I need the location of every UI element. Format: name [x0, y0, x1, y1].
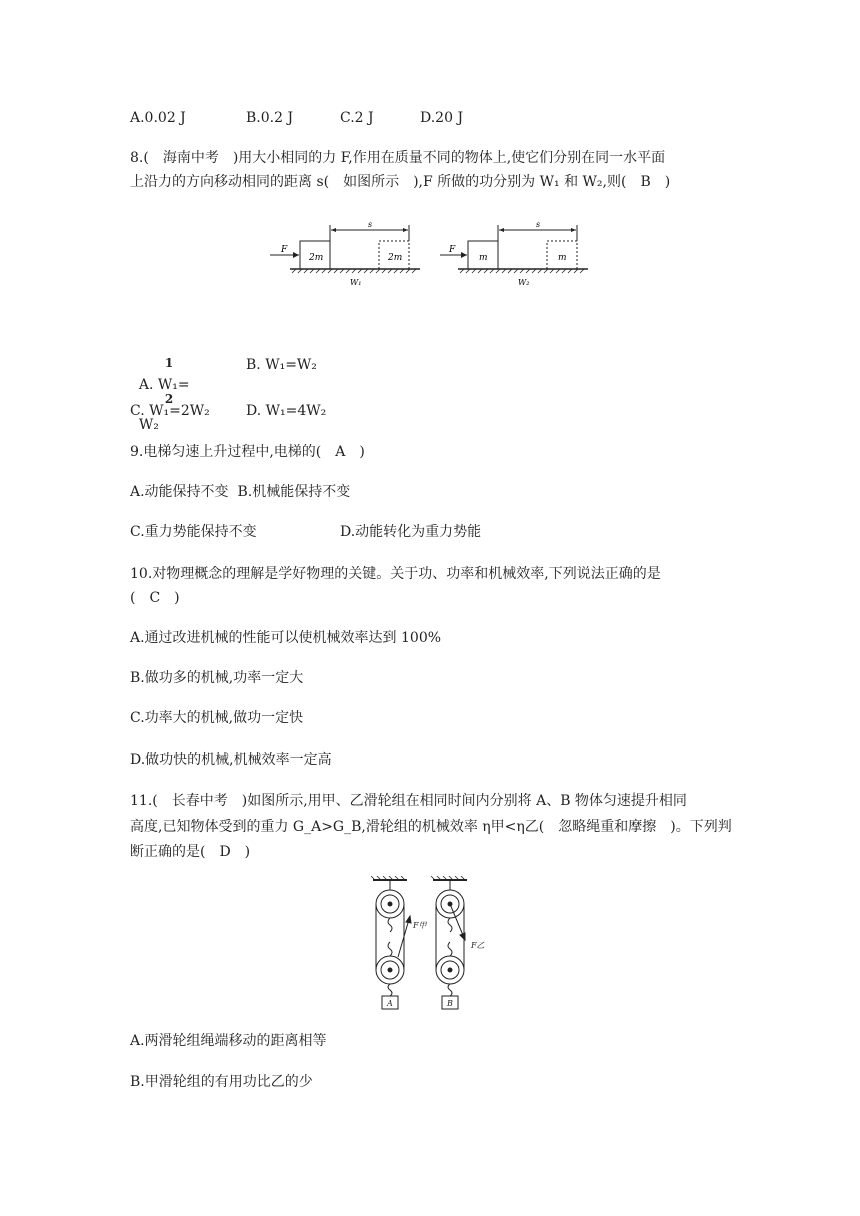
q8-left-diagram [270, 220, 420, 287]
q9-options-ab: A.动能保持不变 B.机械能保持不变 [130, 484, 351, 500]
q8-right-work-label: W₂ [518, 278, 530, 287]
q11-block-b-label: B [447, 999, 453, 1008]
q8-right-mass-label: m [479, 253, 488, 263]
q11-option-b: B.甲滑轮组的有用功比乙的少 [130, 1074, 313, 1090]
q8-right-distance-label: s [536, 220, 541, 229]
q8-option-d: D. W₁=4W₂ [246, 403, 327, 419]
q8-option-a-fraction-num: 1 [164, 356, 174, 370]
q7-option-a: A.0.02 J [130, 110, 186, 126]
q10-stem-line1: 10.对物理概念的理解是学好物理的关键。关于功、功率和机械效率,下列说法正确的是 [130, 566, 661, 582]
q11-stem-line2: 高度,已知物体受到的重力 G_A>G_B,滑轮组的机械效率 η甲<η乙( 忽略绳重和摩擦 )。下列判 [130, 819, 732, 835]
q8-option-a-lead: A. W₁= [138, 377, 190, 393]
q8-right-mass-moved-label: m [558, 253, 567, 263]
q7-option-d: D.20 J [420, 110, 464, 126]
q7-option-b: B.0.2 J [246, 110, 294, 126]
q8-figure [265, 215, 595, 290]
q8-option-c: C. W₁=2W₂ [130, 403, 210, 419]
q11-right-pulley-system [431, 876, 467, 1009]
q8-left-mass-label: 2m [309, 253, 324, 263]
q8-right-diagram [440, 220, 588, 287]
q8-left-mass-moved-label: 2m [388, 253, 403, 263]
q11-figure [365, 876, 505, 1011]
q10-stem-line2: ( C ) [130, 590, 180, 606]
q8-option-a-tail: W₂ [138, 417, 159, 433]
q9-stem: 9.电梯匀速上升过程中,电梯的( A ) [130, 444, 365, 460]
q8-left-work-label: W₁ [350, 278, 362, 287]
q11-left-pulley-system [371, 876, 411, 1009]
q9-option-c: C.重力势能保持不变 [130, 524, 257, 540]
q10-option-a: A.通过改进机械的性能可以使机械效率达到 100% [130, 630, 442, 646]
q11-stem-line1: 11.( 长春中考 )如图所示,用甲、乙滑轮组在相同时间内分别将 A、B 物体匀速提升相同 [130, 793, 687, 809]
q8-option-a [130, 355, 190, 435]
q9-option-d: D.动能转化为重力势能 [340, 524, 482, 540]
q11-option-a: A.两滑轮组绳端移动的距离相等 [130, 1033, 327, 1049]
q11-stem-line3: 断正确的是( D ) [130, 844, 251, 860]
q11-right-force-label: F乙 [471, 941, 485, 950]
q11-block-a-label: A [387, 999, 393, 1008]
q8-option-b: B. W₁=W₂ [246, 357, 317, 373]
q10-option-c: C.功率大的机械,做功一定快 [130, 710, 304, 726]
q7-option-c: C.2 J [340, 110, 374, 126]
q8-right-force-label: F [449, 245, 456, 255]
q8-left-force-label: F [281, 245, 288, 255]
q8-stem-line1: 8.( 海南中考 )用大小相同的力 F,作用在质量不同的物体上,使它们分别在同一水平面 [130, 150, 666, 166]
q11-left-force-label: F甲 [413, 921, 427, 930]
q8-left-distance-label: s [368, 220, 373, 229]
q10-option-d: D.做功快的机械,机械效率一定高 [130, 752, 332, 768]
q8-stem-line2: 上沿力的方向移动相同的距离 s( 如图所示 ),F 所做的功分别为 W₁ 和 W₂,则( B ) [130, 174, 671, 190]
q10-option-b: B.做功多的机械,功率一定大 [130, 670, 304, 686]
q8-option-a-fraction-den: 2 [164, 392, 174, 406]
